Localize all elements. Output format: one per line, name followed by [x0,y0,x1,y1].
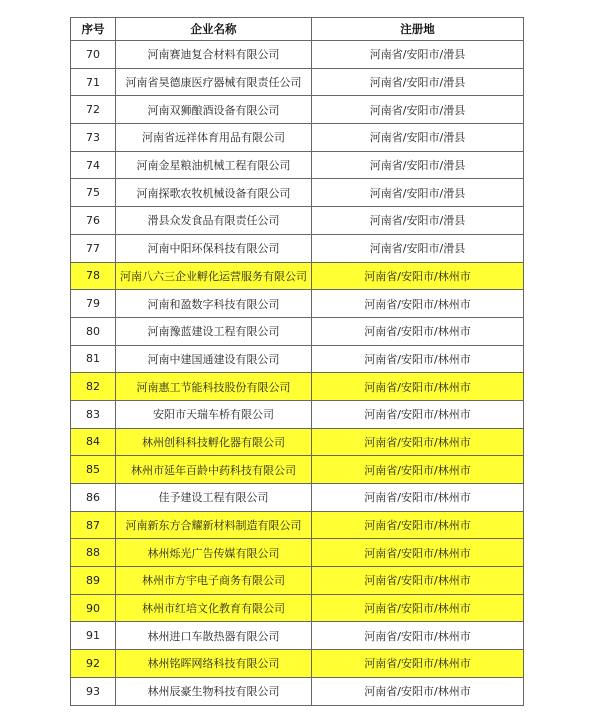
table-row [71,234,524,262]
row-company-name: 河南惠工节能科技股份有限公司 [116,373,312,401]
row-company-name: 林州创科科技孵化器有限公司 [116,428,312,456]
row-index: 84 [71,428,116,456]
table-row [71,96,524,124]
row-location: 河南省/安阳市/滑县 [312,41,524,69]
row-location: 河南省/安阳市/林州市 [312,317,524,345]
table-row [71,400,524,428]
row-company-name: 河南中建国通建设有限公司 [116,345,312,373]
row-location: 河南省/安阳市/林州市 [312,345,524,373]
row-location: 河南省/安阳市/滑县 [312,234,524,262]
row-location: 河南省/安阳市/林州市 [312,567,524,595]
table-row [71,151,524,179]
table-row [71,68,524,96]
table-row [71,317,524,345]
row-company-name: 林州市延年百龄中药科技有限公司 [116,456,312,484]
company-table-container [70,17,523,706]
row-company-name: 河南金星粮油机械工程有限公司 [116,151,312,179]
header-index: 序号 [71,18,116,41]
row-index: 75 [71,179,116,207]
row-company-name: 河南和盈数字科技有限公司 [116,290,312,318]
row-company-name: 河南双狮酿酒设备有限公司 [116,96,312,124]
row-index: 87 [71,511,116,539]
row-location: 河南省/安阳市/滑县 [312,151,524,179]
row-index: 71 [71,68,116,96]
table-row [71,41,524,69]
table-row [71,594,524,622]
row-company-name: 林州进口车散热器有限公司 [116,622,312,650]
table-row [71,373,524,401]
row-index: 86 [71,484,116,512]
row-location: 河南省/安阳市/林州市 [312,456,524,484]
row-company-name: 滑县众发食品有限责任公司 [116,207,312,235]
row-index: 89 [71,567,116,595]
row-company-name: 林州市红培文化教育有限公司 [116,594,312,622]
row-location: 河南省/安阳市/林州市 [312,539,524,567]
row-location: 河南省/安阳市/林州市 [312,622,524,650]
row-index: 81 [71,345,116,373]
row-company-name: 河南中阳环保科技有限公司 [116,234,312,262]
row-company-name: 河南探歌农牧机械设备有限公司 [116,179,312,207]
row-company-name: 河南新东方合耀新材料制造有限公司 [116,511,312,539]
row-company-name: 佳予建设工程有限公司 [116,484,312,512]
row-company-name: 河南豫蓝建设工程有限公司 [116,317,312,345]
table-row [71,290,524,318]
row-index: 79 [71,290,116,318]
row-location: 河南省/安阳市/林州市 [312,511,524,539]
table-row [71,456,524,484]
table-row [71,484,524,512]
row-index: 77 [71,234,116,262]
row-company-name: 林州烁光广告传媒有限公司 [116,539,312,567]
row-location: 河南省/安阳市/滑县 [312,68,524,96]
row-company-name: 林州铭晖网络科技有限公司 [116,650,312,678]
row-location: 河南省/安阳市/滑县 [312,96,524,124]
row-index: 82 [71,373,116,401]
header-registered-location: 注册地 [312,18,524,41]
row-company-name: 河南八六三企业孵化运营服务有限公司 [116,262,312,290]
company-table [70,17,524,706]
row-index: 90 [71,594,116,622]
row-index: 93 [71,677,116,705]
row-location: 河南省/安阳市/林州市 [312,428,524,456]
row-index: 74 [71,151,116,179]
table-row [71,511,524,539]
row-company-name: 河南赛迪复合材料有限公司 [116,41,312,69]
row-index: 91 [71,622,116,650]
row-location: 河南省/安阳市/滑县 [312,124,524,152]
table-row [71,179,524,207]
table-row [71,650,524,678]
row-index: 76 [71,207,116,235]
row-index: 72 [71,96,116,124]
row-index: 92 [71,650,116,678]
row-index: 88 [71,539,116,567]
table-row [71,262,524,290]
table-row [71,539,524,567]
table-row [71,567,524,595]
row-company-name: 河南省远祥体育用品有限公司 [116,124,312,152]
table-row [71,677,524,705]
row-location: 河南省/安阳市/林州市 [312,594,524,622]
table-row [71,207,524,235]
table-row [71,428,524,456]
table-row [71,622,524,650]
row-company-name: 林州市方宇电子商务有限公司 [116,567,312,595]
row-location: 河南省/安阳市/滑县 [312,179,524,207]
row-index: 73 [71,124,116,152]
row-company-name: 林州辰豪生物科技有限公司 [116,677,312,705]
row-index: 83 [71,400,116,428]
table-header-row [71,18,524,41]
row-location: 河南省/安阳市/林州市 [312,400,524,428]
row-index: 70 [71,41,116,69]
row-company-name: 河南省昊德康医疗器械有限责任公司 [116,68,312,96]
row-location: 河南省/安阳市/林州市 [312,677,524,705]
row-location: 河南省/安阳市/林州市 [312,484,524,512]
row-location: 河南省/安阳市/林州市 [312,290,524,318]
table-row [71,124,524,152]
row-location: 河南省/安阳市/林州市 [312,373,524,401]
table-row [71,345,524,373]
table-body [71,41,524,706]
row-location: 河南省/安阳市/滑县 [312,207,524,235]
row-location: 河南省/安阳市/林州市 [312,650,524,678]
row-company-name: 安阳市天瑞车桥有限公司 [116,400,312,428]
row-index: 80 [71,317,116,345]
row-index: 78 [71,262,116,290]
row-location: 河南省/安阳市/林州市 [312,262,524,290]
row-index: 85 [71,456,116,484]
header-company-name: 企业名称 [116,18,312,41]
